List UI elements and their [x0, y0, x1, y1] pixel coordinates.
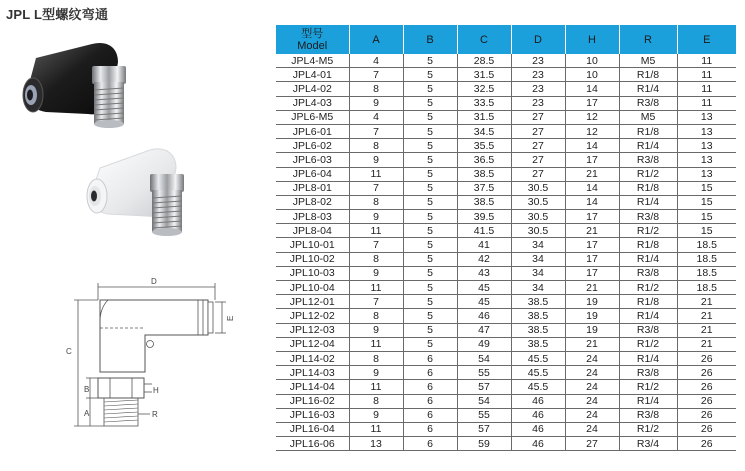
table-cell: 13: [677, 167, 736, 181]
table-cell: 21: [677, 337, 736, 351]
table-cell: 8: [349, 252, 403, 266]
table-cell: 35.5: [457, 139, 511, 153]
table-row: [276, 295, 736, 309]
table-cell: 21: [565, 281, 619, 295]
model-cell: JPL10-04: [276, 281, 349, 295]
table-cell: 8: [349, 351, 403, 365]
table-cell: 26: [677, 394, 736, 408]
column-header: D: [511, 25, 565, 54]
table-cell: 31.5: [457, 68, 511, 82]
table-cell: 5: [403, 238, 457, 252]
table-row: [276, 153, 736, 167]
table-row: [276, 167, 736, 181]
table-cell: R1/4: [619, 252, 677, 266]
model-cell: JPL10-03: [276, 266, 349, 280]
table-cell: 15: [677, 210, 736, 224]
table-cell: 39.5: [457, 210, 511, 224]
table-cell: 18.5: [677, 281, 736, 295]
table-cell: 8: [349, 309, 403, 323]
model-cell: JPL4-M5: [276, 54, 349, 68]
table-row: [276, 139, 736, 153]
table-cell: 15: [677, 181, 736, 195]
table-row: [276, 195, 736, 209]
table-cell: 5: [403, 82, 457, 96]
table-row: [276, 309, 736, 323]
table-cell: 26: [677, 422, 736, 436]
table-cell: 17: [565, 252, 619, 266]
table-cell: 43: [457, 266, 511, 280]
table-cell: 54: [457, 394, 511, 408]
table-cell: 6: [403, 351, 457, 365]
table-cell: 26: [677, 366, 736, 380]
model-cell: JPL6-04: [276, 167, 349, 181]
table-row: [276, 54, 736, 68]
column-header: R: [619, 25, 677, 54]
table-cell: 12: [565, 124, 619, 138]
table-cell: 5: [403, 181, 457, 195]
table-cell: 34: [511, 281, 565, 295]
product-illustrations: [0, 0, 276, 471]
model-cell: JPL16-04: [276, 422, 349, 436]
table-cell: 27: [511, 167, 565, 181]
table-cell: 17: [565, 210, 619, 224]
table-cell: 4: [349, 54, 403, 68]
model-cell: JPL12-03: [276, 323, 349, 337]
table-cell: 38.5: [511, 295, 565, 309]
model-cell: JPL6-01: [276, 124, 349, 138]
table-cell: 55: [457, 366, 511, 380]
column-header: H: [565, 25, 619, 54]
table-row: [276, 337, 736, 351]
table-cell: 45: [457, 281, 511, 295]
table-cell: R1/8: [619, 68, 677, 82]
table-cell: 5: [403, 96, 457, 110]
table-cell: 30.5: [511, 224, 565, 238]
model-cell: JPL16-02: [276, 394, 349, 408]
table-cell: 11: [349, 380, 403, 394]
table-cell: 19: [565, 323, 619, 337]
black-elbow-fitting-icon: [23, 43, 126, 128]
table-cell: R1/4: [619, 309, 677, 323]
table-cell: 5: [403, 210, 457, 224]
table-cell: R1/4: [619, 139, 677, 153]
table-cell: 37.5: [457, 181, 511, 195]
table-cell: 5: [403, 54, 457, 68]
table-cell: R1/4: [619, 394, 677, 408]
table-cell: R3/8: [619, 408, 677, 422]
table-cell: 5: [403, 309, 457, 323]
table-cell: 8: [349, 82, 403, 96]
table-cell: R1/8: [619, 124, 677, 138]
table-cell: 13: [677, 110, 736, 124]
table-cell: 18.5: [677, 252, 736, 266]
table-cell: 11: [349, 224, 403, 238]
table-cell: 24: [565, 422, 619, 436]
table-cell: 13: [677, 124, 736, 138]
table-cell: 18.5: [677, 266, 736, 280]
table-cell: 10: [565, 68, 619, 82]
dimension-drawing: [74, 283, 226, 426]
column-header: C: [457, 25, 511, 54]
table-row: [276, 238, 736, 252]
model-cell: JPL16-03: [276, 408, 349, 422]
model-cell: JPL6-02: [276, 139, 349, 153]
table-cell: 23: [511, 82, 565, 96]
table-cell: R3/8: [619, 323, 677, 337]
table-cell: 28.5: [457, 54, 511, 68]
table-cell: 10: [565, 54, 619, 68]
table-cell: 5: [403, 281, 457, 295]
table-cell: 9: [349, 323, 403, 337]
table-cell: 7: [349, 124, 403, 138]
dim-label-h: H: [153, 386, 159, 395]
model-cell: JPL14-03: [276, 366, 349, 380]
table-cell: 31.5: [457, 110, 511, 124]
table-cell: 5: [403, 266, 457, 280]
table-cell: 49: [457, 337, 511, 351]
table-cell: 59: [457, 437, 511, 451]
table-row: [276, 408, 736, 422]
table-cell: 26: [677, 437, 736, 451]
table-cell: 11: [677, 68, 736, 82]
column-header: A: [349, 25, 403, 54]
column-header-model: [276, 25, 349, 54]
table-cell: 7: [349, 181, 403, 195]
table-cell: 14: [565, 181, 619, 195]
table-cell: 5: [403, 337, 457, 351]
table-cell: 19: [565, 295, 619, 309]
table-cell: 27: [511, 153, 565, 167]
table-cell: 41.5: [457, 224, 511, 238]
table-cell: 11: [677, 82, 736, 96]
table-cell: 8: [349, 195, 403, 209]
model-cell: JPL8-04: [276, 224, 349, 238]
table-cell: R1/4: [619, 82, 677, 96]
table-cell: 23: [511, 54, 565, 68]
table-cell: 7: [349, 68, 403, 82]
table-cell: 11: [349, 167, 403, 181]
table-row: [276, 380, 736, 394]
table-cell: 11: [349, 337, 403, 351]
table-cell: 24: [565, 380, 619, 394]
table-cell: 33.5: [457, 96, 511, 110]
model-cell: JPL8-02: [276, 195, 349, 209]
table-cell: 5: [403, 167, 457, 181]
table-cell: R1/2: [619, 167, 677, 181]
table-cell: 11: [349, 422, 403, 436]
table-cell: 6: [403, 380, 457, 394]
table-row: [276, 210, 736, 224]
dim-label-c: C: [66, 347, 72, 356]
table-cell: 11: [677, 96, 736, 110]
model-cell: JPL8-01: [276, 181, 349, 195]
table-cell: 17: [565, 238, 619, 252]
table-row: [276, 394, 736, 408]
table-cell: 6: [403, 437, 457, 451]
table-cell: 14: [565, 82, 619, 96]
table-cell: 21: [565, 167, 619, 181]
table-cell: 27: [511, 110, 565, 124]
table-cell: 36.5: [457, 153, 511, 167]
table-cell: 46: [511, 422, 565, 436]
table-cell: 55: [457, 408, 511, 422]
table-cell: 30.5: [511, 195, 565, 209]
table-cell: 21: [677, 295, 736, 309]
table-cell: 8: [349, 394, 403, 408]
table-cell: 5: [403, 110, 457, 124]
table-cell: 14: [565, 195, 619, 209]
table-cell: 5: [403, 195, 457, 209]
table-cell: 41: [457, 238, 511, 252]
table-cell: 24: [565, 408, 619, 422]
table-cell: 11: [349, 281, 403, 295]
table-cell: 46: [511, 394, 565, 408]
table-cell: 54: [457, 351, 511, 365]
model-header-cn: 型号: [301, 27, 324, 40]
table-cell: 45.5: [511, 380, 565, 394]
model-cell: JPL16-06: [276, 437, 349, 451]
table-cell: 5: [403, 153, 457, 167]
table-cell: 21: [565, 224, 619, 238]
table-cell: 23: [511, 96, 565, 110]
model-cell: JPL4-01: [276, 68, 349, 82]
table-cell: 5: [403, 224, 457, 238]
table-row: [276, 124, 736, 138]
table-cell: 5: [403, 252, 457, 266]
table-cell: 57: [457, 380, 511, 394]
table-cell: R1/8: [619, 295, 677, 309]
table-row: [276, 323, 736, 337]
table-row: [276, 224, 736, 238]
table-cell: R3/8: [619, 153, 677, 167]
table-cell: 27: [565, 437, 619, 451]
table-cell: 6: [403, 394, 457, 408]
table-cell: R3/8: [619, 266, 677, 280]
table-cell: 23: [511, 68, 565, 82]
table-cell: 38.5: [511, 337, 565, 351]
table-cell: R1/4: [619, 195, 677, 209]
table-cell: 12: [565, 110, 619, 124]
table-cell: 11: [677, 54, 736, 68]
model-cell: JPL12-01: [276, 295, 349, 309]
model-cell: JPL8-03: [276, 210, 349, 224]
table-cell: R1/2: [619, 337, 677, 351]
model-cell: JPL6-M5: [276, 110, 349, 124]
table-cell: 8: [349, 139, 403, 153]
table-row: [276, 422, 736, 436]
table-row: [276, 82, 736, 96]
model-cell: JPL12-02: [276, 309, 349, 323]
table-cell: 57: [457, 422, 511, 436]
table-cell: R1/8: [619, 181, 677, 195]
table-cell: 45.5: [511, 366, 565, 380]
table-cell: R1/8: [619, 238, 677, 252]
table-cell: 38.5: [511, 309, 565, 323]
column-header: E: [677, 25, 736, 54]
table-cell: 6: [403, 366, 457, 380]
table-row: [276, 351, 736, 365]
table-row: [276, 437, 736, 451]
table-cell: 5: [403, 124, 457, 138]
model-cell: JPL14-04: [276, 380, 349, 394]
model-cell: JPL10-01: [276, 238, 349, 252]
table-cell: R3/8: [619, 96, 677, 110]
table-cell: 26: [677, 351, 736, 365]
table-cell: 19: [565, 309, 619, 323]
dim-label-b: B: [84, 385, 90, 394]
table-cell: 14: [565, 139, 619, 153]
table-cell: 7: [349, 238, 403, 252]
spec-table-body: [276, 54, 736, 451]
table-cell: 47: [457, 323, 511, 337]
table-cell: 21: [565, 337, 619, 351]
table-row: [276, 266, 736, 280]
table-cell: 34: [511, 266, 565, 280]
table-cell: R1/4: [619, 351, 677, 365]
table-row: [276, 366, 736, 380]
table-cell: 46: [457, 309, 511, 323]
table-cell: M5: [619, 54, 677, 68]
table-cell: 34: [511, 252, 565, 266]
table-row: [276, 281, 736, 295]
table-header-row: [276, 25, 736, 54]
table-cell: 5: [403, 295, 457, 309]
table-cell: 21: [677, 323, 736, 337]
table-cell: 42: [457, 252, 511, 266]
table-cell: 32.5: [457, 82, 511, 96]
table-cell: 9: [349, 153, 403, 167]
table-cell: 4: [349, 110, 403, 124]
table-row: [276, 181, 736, 195]
table-cell: 13: [349, 437, 403, 451]
model-cell: JPL4-03: [276, 96, 349, 110]
table-cell: 9: [349, 366, 403, 380]
table-cell: 15: [677, 195, 736, 209]
model-cell: JPL10-02: [276, 252, 349, 266]
table-cell: R1/2: [619, 422, 677, 436]
table-cell: 34: [511, 238, 565, 252]
table-cell: 24: [565, 394, 619, 408]
table-cell: 30.5: [511, 210, 565, 224]
table-cell: 24: [565, 351, 619, 365]
table-cell: 34.5: [457, 124, 511, 138]
table-cell: 9: [349, 408, 403, 422]
table-cell: 46: [511, 437, 565, 451]
model-cell: JPL14-02: [276, 351, 349, 365]
table-row: [276, 110, 736, 124]
table-cell: 30.5: [511, 181, 565, 195]
table-row: [276, 252, 736, 266]
table-row: [276, 96, 736, 110]
page-title: JPL L型螺纹弯通: [6, 7, 109, 22]
table-cell: 38.5: [457, 195, 511, 209]
table-cell: 38.5: [457, 167, 511, 181]
table-cell: 38.5: [511, 323, 565, 337]
table-cell: 45: [457, 295, 511, 309]
model-cell: JPL12-04: [276, 337, 349, 351]
table-cell: 13: [677, 139, 736, 153]
model-cell: JPL4-02: [276, 82, 349, 96]
table-cell: 17: [565, 96, 619, 110]
table-cell: 26: [677, 380, 736, 394]
table-cell: 46: [511, 408, 565, 422]
table-cell: 5: [403, 323, 457, 337]
table-cell: 15: [677, 224, 736, 238]
dim-label-d: D: [151, 277, 157, 286]
white-elbow-fitting-icon: [87, 149, 184, 236]
model-cell: JPL6-03: [276, 153, 349, 167]
table-cell: 27: [511, 139, 565, 153]
table-cell: 9: [349, 210, 403, 224]
table-cell: R1/2: [619, 224, 677, 238]
spec-table: [276, 25, 736, 451]
table-cell: 9: [349, 266, 403, 280]
table-cell: 18.5: [677, 238, 736, 252]
table-cell: R1/2: [619, 380, 677, 394]
table-cell: R3/4: [619, 437, 677, 451]
table-cell: 27: [511, 124, 565, 138]
table-cell: 17: [565, 153, 619, 167]
table-cell: M5: [619, 110, 677, 124]
table-cell: 21: [677, 309, 736, 323]
table-cell: 13: [677, 153, 736, 167]
table-cell: 24: [565, 366, 619, 380]
table-cell: 9: [349, 96, 403, 110]
table-cell: 6: [403, 422, 457, 436]
column-header: B: [403, 25, 457, 54]
dim-label-a: A: [84, 409, 90, 418]
table-cell: 7: [349, 295, 403, 309]
table-cell: 26: [677, 408, 736, 422]
table-cell: R1/2: [619, 281, 677, 295]
dim-label-e: E: [226, 315, 235, 321]
table-cell: 5: [403, 139, 457, 153]
dim-label-r: R: [152, 410, 158, 419]
table-row: [276, 68, 736, 82]
table-cell: 45.5: [511, 351, 565, 365]
table-cell: R3/8: [619, 210, 677, 224]
table-cell: 17: [565, 266, 619, 280]
table-cell: 6: [403, 408, 457, 422]
table-cell: R3/8: [619, 366, 677, 380]
model-header-en: Model: [297, 39, 328, 52]
table-cell: 5: [403, 68, 457, 82]
